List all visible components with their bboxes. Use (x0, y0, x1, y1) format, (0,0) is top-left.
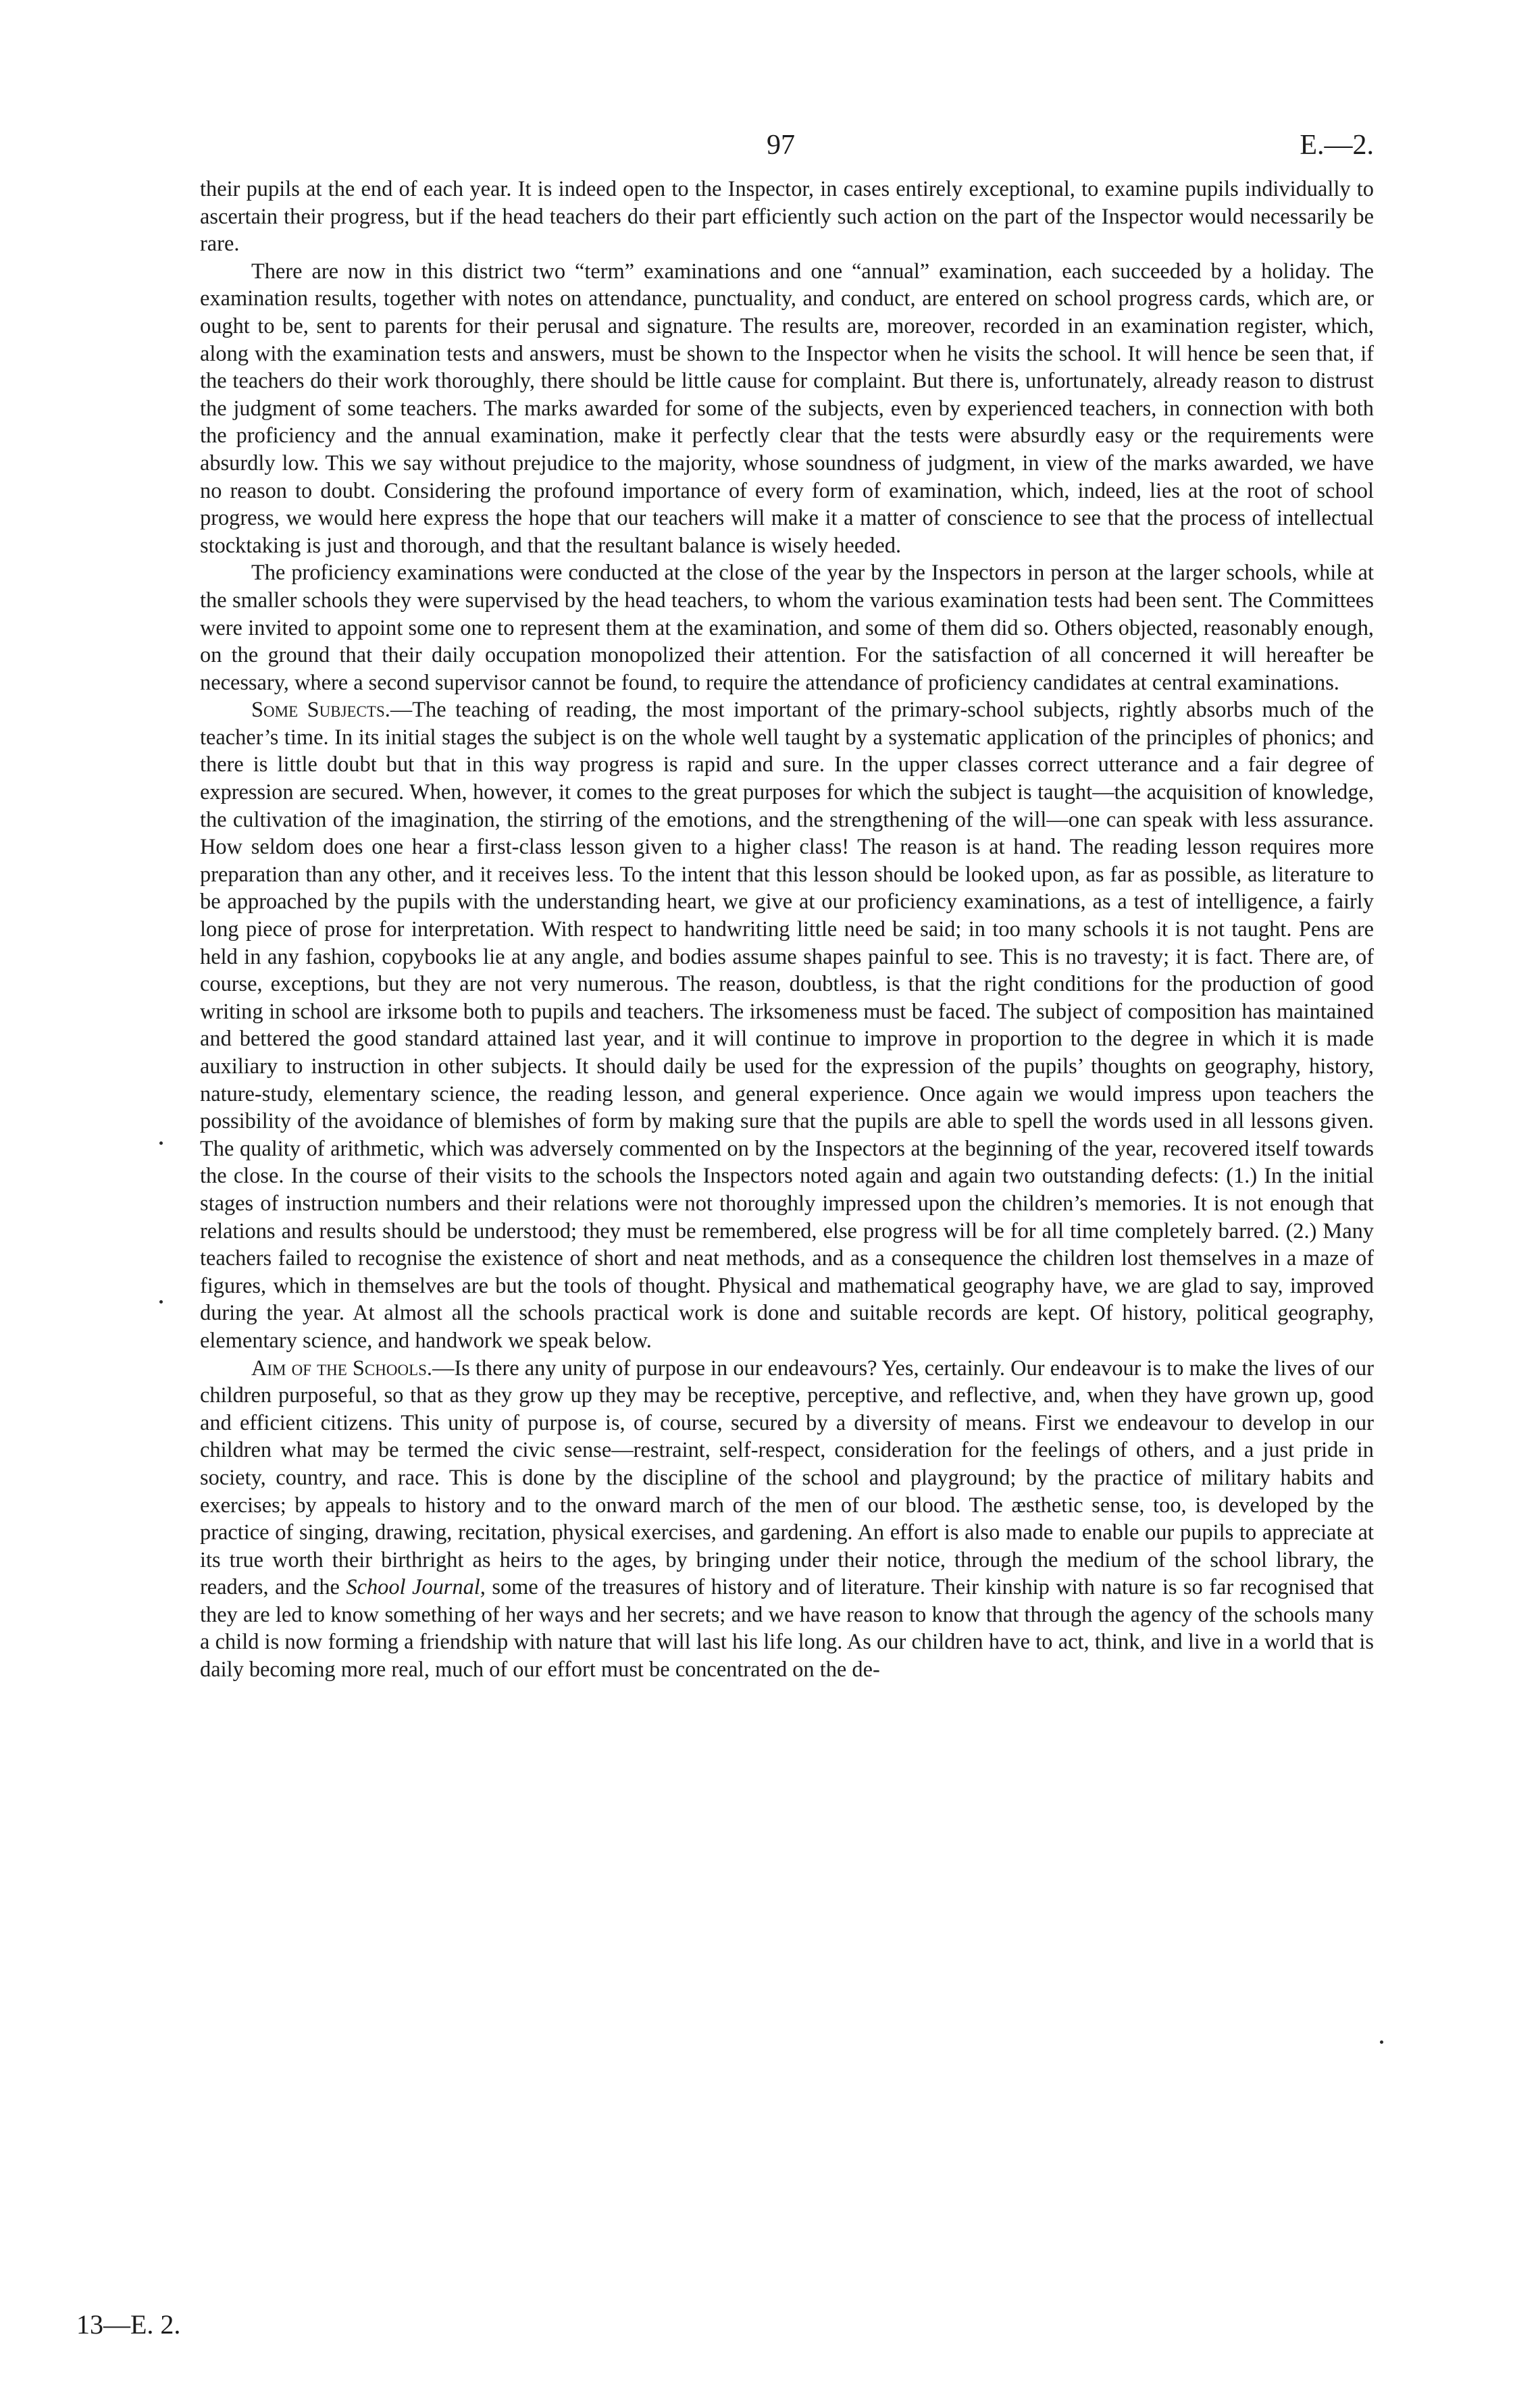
page-number: 97 (767, 130, 795, 161)
margin-mark (159, 1141, 163, 1145)
paragraph-1 (200, 176, 1374, 258)
series-code: E.—2. (1300, 130, 1374, 161)
page-header (200, 128, 1374, 176)
paragraph-text: —The teaching of reading, the most important of the primary-school subjects, rightly absorbs much of the teacher’s time. In its initial stages the subject is on the whole well taught by a systematic application of the principles of phonics; and there is little doubt but that in this way progress is rapid and sure. In the upper classes correct utterance and a fair degree of expression are secured. When, however, it comes to the great purposes for which the subject is taught—the acquisition of knowledge, the cultivation of the imagination, the stirring of the emotions, and the strengthening of the will—one can speak with less assurance. How seldom does one hear a first-class lesson given to a higher class! The reason is at hand. The reading lesson requires more preparation than any other, and it receives less. To the intent that this lesson should be looked upon, as far as possible, as literature to be approached by the pupils with the understanding heart, we give at our proficiency examinations, as a test of intelligence, a fairly long piece of prose for interpretation. With respect to handwriting little need be said; in too many schools it is not taught. Pens are held in any fashion, copybooks lie at any angle, and bodies assume shapes painful to see. This is no travesty; it is fact. There are, of course, exceptions, but they are not very numerous. The reason, doubtless, is that the right conditions for the production of good writing in school are irksome both to pupils and teachers. The irksomeness must be faced. The subject of composition has maintained and bettered the good standard attained last year, and it will continue to improve in proportion to the degree in which it is made auxiliary to instruction in other subjects. It should daily be used for the expression of the pupils’ thoughts on geography, history, nature-study, elementary science, the reading lesson, and general experience. Once again we would impress upon teachers the possibility of the avoidance of blemishes of form by making sure that the pupils are able to spell the words used in all lessons given. The quality of arithmetic, which was adversely commented on by the Inspectors at the beginning of the year, recovered itself towards the close. In the course of their visits to the schools the Inspectors noted again and again two outstanding defects: (1.) In the initial stages of instruction numbers and their relations were not thoroughly impressed upon the children’s memories. It is not enough that relations and results should be understood; they must be remembered, else progress will be for all time completely barred. (2.) Many teachers failed to recognise the existence of short and neat methods, and as a consequence the children lost themselves in a maze of figures, which in themselves are but the tools of thought. Physical and mathematical geography have, we are glad to say, improved during the year. At almost all the schools practical work is done and suitable records are kept. Of history, political geography, elementary science, and handwork we speak below. (200, 698, 1374, 1353)
body-text (200, 176, 1374, 1684)
paragraph-some-subjects (200, 696, 1374, 1354)
italic-title-school-journal: School Journal, (346, 1575, 486, 1600)
margin-mark (1380, 2040, 1383, 2044)
paragraph-aim-of-schools (200, 1355, 1374, 1684)
section-heading-aim-of-schools: Aim of the Schools. (251, 1356, 433, 1381)
paragraph-text: —Is there any unity of purpose in our endeavours? Yes, certainly. Our endeavour is to make the lives of our children purposeful, so that as they grow up they may be receptive, perceptive, and reflective, and, when they have grown up, good and efficient citizens. This unity of purpose is, of course, secured by a diversity of means. First we endeavour to develop in our children what may be termed the civic sense—restraint, self-respect, consideration for the feelings of others, and a just pride in society, country, and race. This is done by the discipline of the school and playground; by the practice of military habits and exercises; by appeals to history and to the onward march of the men of our blood. The æsthetic sense, too, is developed by the practice of singing, drawing, recitation, physical exercises, and gardening. An effort is also made to enable our pupils to appreciate at its true worth their birthright as heirs to the ages, by bringing under their notice, through the medium of the school library, the readers, and the (200, 1356, 1375, 1600)
page (200, 128, 1374, 1684)
paragraph-3 (200, 559, 1374, 696)
margin-mark (159, 1300, 163, 1304)
paragraph-text: There are now in this district two “term” examinations and one “annual” examination, each succeeded by a holiday. The examination results, together with notes on attendance, punctuality, and conduct, are entered on school progress cards, which are, or ought to be, sent to parents for their perusal and signature. The results are, moreover, recorded in an examination register, which, along with the examination tests and answers, must be shown to the Inspector when he visits the school. It will hence be seen that, if the teachers do their work thoroughly, there should be little cause for complaint. But there is, unfortunately, already reason to distrust the judgment of some teachers. The marks awarded for some of the subjects, even by experienced teachers, in connection with both the proficiency and the annual examination, make it perfectly clear that the tests were absurdly easy or the requirements were absurdly low. This we say without prejudice to the majority, whose soundness of judgment, in view of the marks awarded, we have no reason to doubt. Considering the profound importance of every form of examination, which, indeed, lies at the root of school progress, we would here express the hope that our teachers will make it a matter of conscience to see that the process of intellectual stocktaking is just and thorough, and that the resultant balance is wisely heeded. (200, 259, 1374, 558)
paragraph-2 (200, 258, 1374, 560)
section-heading-some-subjects: Some Subjects. (251, 698, 390, 723)
signature-mark: 13—E. 2. (76, 2309, 181, 2340)
paragraph-text: their pupils at the end of each year. It is indeed open to the Inspector, in cases entirely exceptional, to examine pupils individually to ascertain their progress, but if the head teachers do their part efficiently such action on the part of the Inspector would necessarily be rare. (200, 177, 1374, 257)
paragraph-text: The proficiency examinations were conducted at the close of the year by the Inspectors in person at the larger schools, while at the smaller schools they were supervised by the head teachers, to whom the various examination tests had been sent. The Committees were invited to appoint some one to represent them at the examination, and some of them did so. Others objected, reasonably enough, on the ground that their daily occupation monopolized their attention. For the satisfaction of all concerned it will hereafter be necessary, where a second supervisor cannot be found, to require the attendance of proficiency candidates at central examinations. (200, 561, 1374, 695)
paragraph-text-continued: some of the treasures of history and of literature. Their kinship with nature is so far recognised that they are led to know something of her ways and her secrets; and we have reason to know that through the agency of the schools many a child is now forming a friendship with nature that will last his life long. As our children have to act, think, and live in a world that is daily becoming more real, much of our effort must be concentrated on the de- (200, 1575, 1374, 1682)
